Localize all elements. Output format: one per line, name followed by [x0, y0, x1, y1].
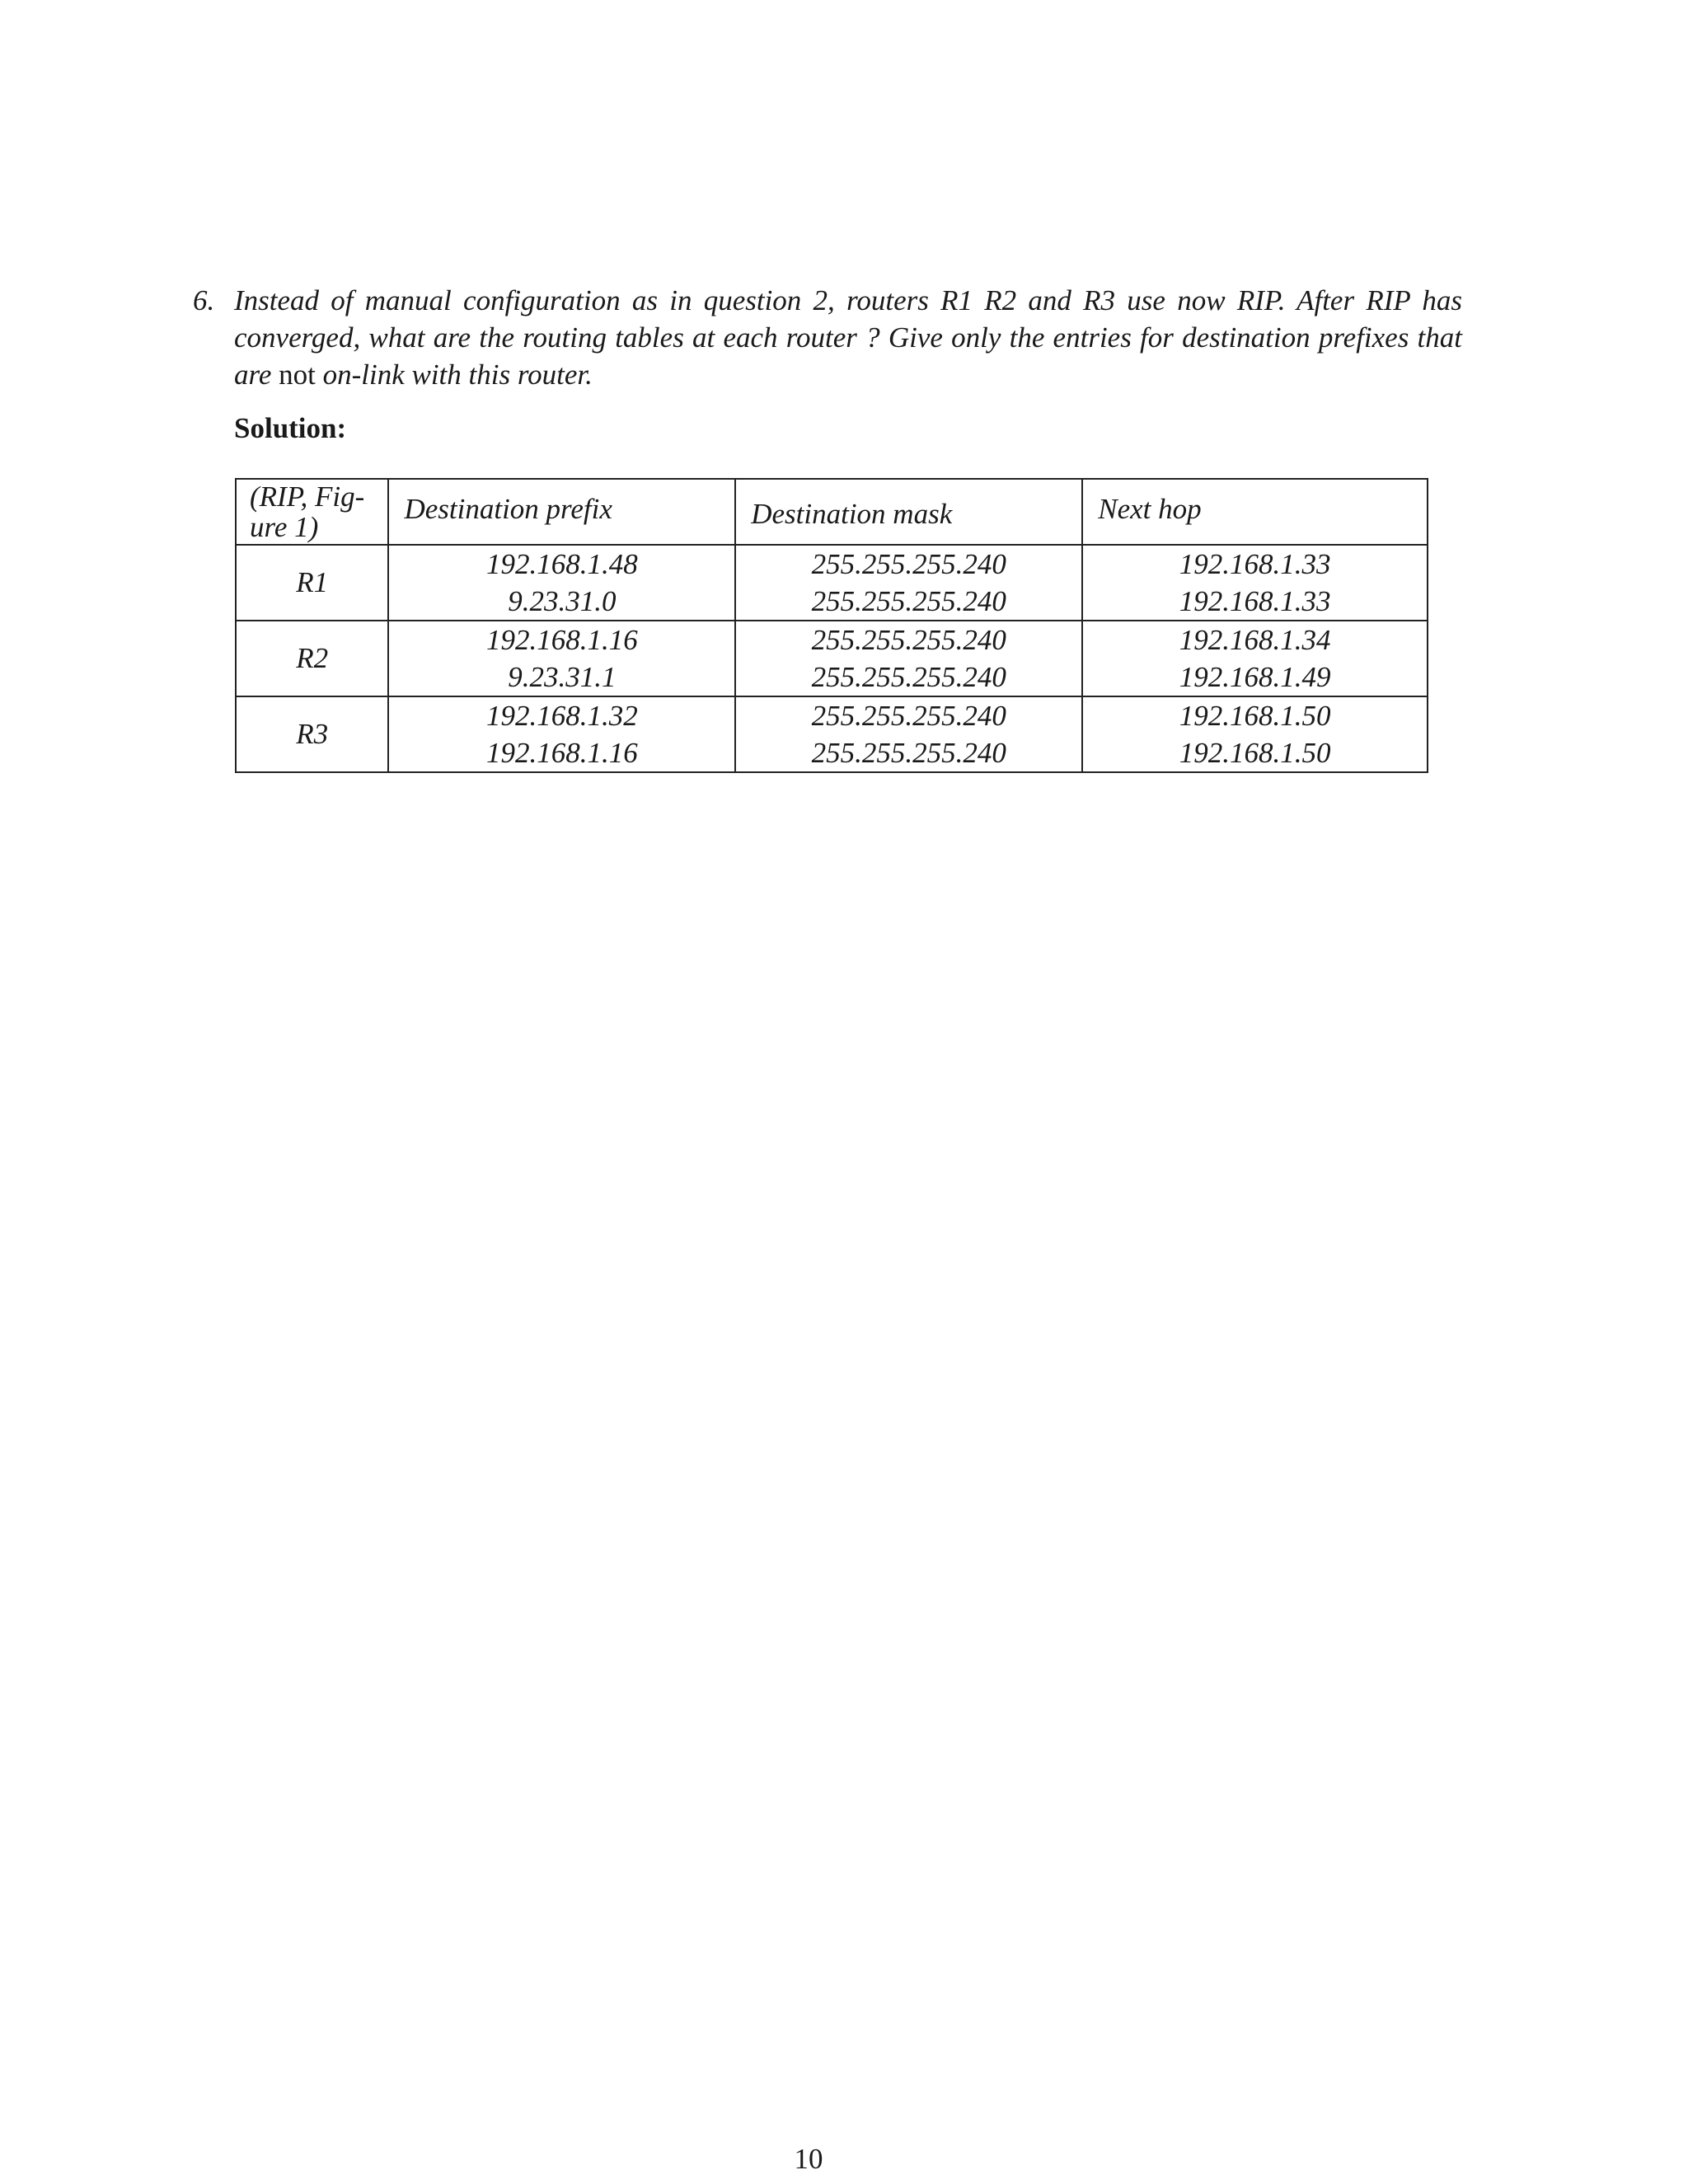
router-name: R3	[236, 696, 388, 772]
corner-header-line1: (RIP, Fig-	[250, 480, 365, 513]
mask-cell: 255.255.255.240 255.255.255.240	[735, 545, 1082, 621]
question-text	[234, 282, 1462, 393]
prefix-cell: 192.168.1.48 9.23.31.0	[388, 545, 735, 621]
header-destination-prefix: Destination prefix	[388, 479, 735, 545]
corner-header	[236, 479, 388, 545]
next-hop-cell: 192.168.1.50 192.168.1.50	[1082, 696, 1428, 772]
next-hop-cell: 192.168.1.34 192.168.1.49	[1082, 621, 1428, 696]
router-name: R1	[236, 545, 388, 621]
prefix-cell: 192.168.1.16 9.23.31.1	[388, 621, 735, 696]
question-text-part1: Instead of manual configuration as in question 2, routers R1 R2 and R3 use now RIP. After RIP has converged, what are the routing tables at each router ? Give only the entries for destination prefixes that are	[234, 284, 1462, 391]
question-text-emphasis: not	[279, 359, 316, 391]
next-hop-cell: 192.168.1.33 192.168.1.33	[1082, 545, 1428, 621]
page-number: 10	[794, 2143, 823, 2175]
header-destination-mask: Destination mask	[735, 479, 1082, 545]
table-row	[236, 696, 1428, 772]
question-text-part2: on-link with this router.	[322, 359, 593, 391]
header-next-hop: Next hop	[1082, 479, 1428, 545]
router-name: R2	[236, 621, 388, 696]
solution-heading: Solution:	[234, 412, 347, 444]
prefix-cell: 192.168.1.32 192.168.1.16	[388, 696, 735, 772]
table-row	[236, 621, 1428, 696]
mask-cell: 255.255.255.240 255.255.255.240	[735, 621, 1082, 696]
table-row	[236, 545, 1428, 621]
question-number: 6.	[193, 284, 215, 316]
corner-header-line2: ure 1)	[250, 511, 319, 543]
table-header-row	[236, 479, 1428, 545]
routing-table	[235, 478, 1428, 773]
mask-cell: 255.255.255.240 255.255.255.240	[735, 696, 1082, 772]
